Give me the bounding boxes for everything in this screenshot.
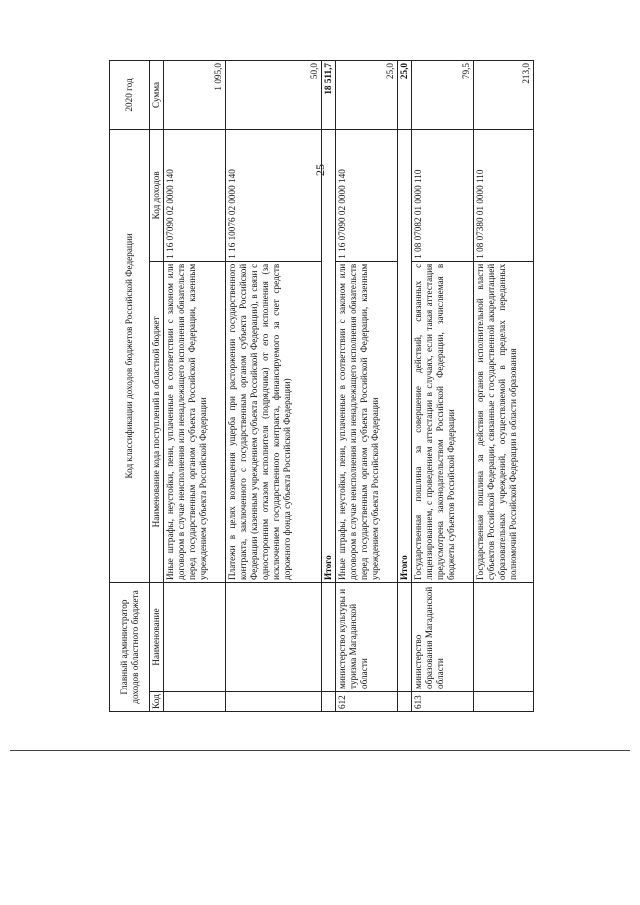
description-cell: Государственная пошлина за совершение действий, связанных с лицензированием, с проведением аттестации в случаях, если такая аттестация предусмотрена законодательством Российской Федерации, зачисляемая в бюджеты субъектов Российской Федерации — [412, 261, 474, 582]
admin-code-cell — [322, 691, 336, 711]
total-label-cell: Итого — [398, 129, 412, 582]
admin-group-header: Главный администратор доходов областного бюджета — [110, 582, 150, 711]
admin-name-cell: министерство образования Магаданской области — [412, 582, 474, 691]
total-row — [322, 61, 336, 712]
income-code-cell: 1 08 07082 01 0000 110 — [412, 129, 474, 261]
income-code-cell: 1 16 07090 02 0000 140 — [336, 129, 398, 261]
table-row — [474, 61, 534, 712]
footer-divider — [10, 750, 630, 751]
classification-group-header: Код классификации доходов бюджетов Российской Федерации — [110, 129, 150, 582]
income-code-cell: 1 16 10076 02 0000 140 — [226, 129, 322, 261]
admin-name-cell — [164, 582, 226, 691]
description-cell: Государственная пошлина за действия органов исполнительной власти субъектов Российской Федерации, связанные с государственной аккредитацией образовательных учреждений, осуществляемой в пределах переданных полномочий Российской Федерации в области образования — [474, 261, 534, 582]
admin-code-cell: 613 — [412, 691, 474, 711]
col-code-header: Код — [150, 691, 164, 711]
admin-name-cell: министерство культуры и туризма Магаданской области — [336, 582, 398, 691]
table-row — [412, 61, 474, 712]
total-amount-cell: 18 511,7 — [322, 61, 336, 130]
description-cell: Иные штрафы, неустойки, пени, уплаченные в соответствии с законом или договором в случае неисполнения или ненадлежащего исполнения обязательств перед государственным органом субъекта Российской Федерации, казенным учреждением субъекта Российской Федерации — [336, 261, 398, 582]
table-row — [226, 61, 322, 712]
admin-code-cell — [398, 691, 412, 711]
rotated-table-wrapper — [109, 60, 529, 712]
income-code-cell: 1 16 07090 02 0000 140 — [164, 129, 226, 261]
amount-cell: 213,0 — [474, 61, 534, 130]
page-number: 25 — [313, 164, 327, 176]
description-cell: Иные штрафы, неустойки, пени, уплаченные в соответствии с законом или договором в случае неисполнения или ненадлежащего исполнения обязательств перед государственным органом субъекта Российской Федерации, казенным учреждением субъекта Российской Федерации — [164, 261, 226, 582]
total-label-cell: Итого — [322, 129, 336, 582]
admin-name-cell — [474, 582, 534, 691]
amount-cell: 1 095,0 — [164, 61, 226, 130]
amount-cell: 50,0 — [226, 61, 322, 130]
header-row-1 — [110, 61, 150, 712]
total-amount-cell: 25,0 — [398, 61, 412, 130]
admin-code-cell: 612 — [336, 691, 398, 711]
amount-cell: 25,0 — [336, 61, 398, 130]
col-name-header: Наименование — [150, 582, 164, 691]
col-receipt-name-header: Наименование кода поступлений в областной бюджет — [150, 261, 164, 582]
admin-name-cell — [322, 582, 336, 691]
admin-code-cell — [226, 691, 322, 711]
col-sum-header: Сумма — [150, 61, 164, 130]
admin-code-cell — [164, 691, 226, 711]
admin-name-cell — [398, 582, 412, 691]
admin-name-cell — [226, 582, 322, 691]
description-cell: Платежи в целях возмещения ущерба при расторжении государственного контракта, заключенного с государственным органом субъекта Российской Федерации (казенным учреждением субъекта Российской Федерации), в связи с односторонним отказом исполнителя (подрядчика) от его исполнения (за исключением государственного контракта, финансируемого за счет средств дорожного фонда субъекта Российской Федерации) — [226, 261, 322, 582]
col-income-code-header: Код доходов — [150, 129, 164, 261]
table-row — [336, 61, 398, 712]
income-code-cell: 1 08 07380 01 0000 110 — [474, 129, 534, 261]
income-table — [109, 60, 534, 712]
total-row — [398, 61, 412, 712]
table-row — [164, 61, 226, 712]
header-row-2 — [150, 61, 164, 712]
year-header: 2020 год — [110, 61, 150, 130]
admin-code-cell — [474, 691, 534, 711]
amount-cell: 79,5 — [412, 61, 474, 130]
